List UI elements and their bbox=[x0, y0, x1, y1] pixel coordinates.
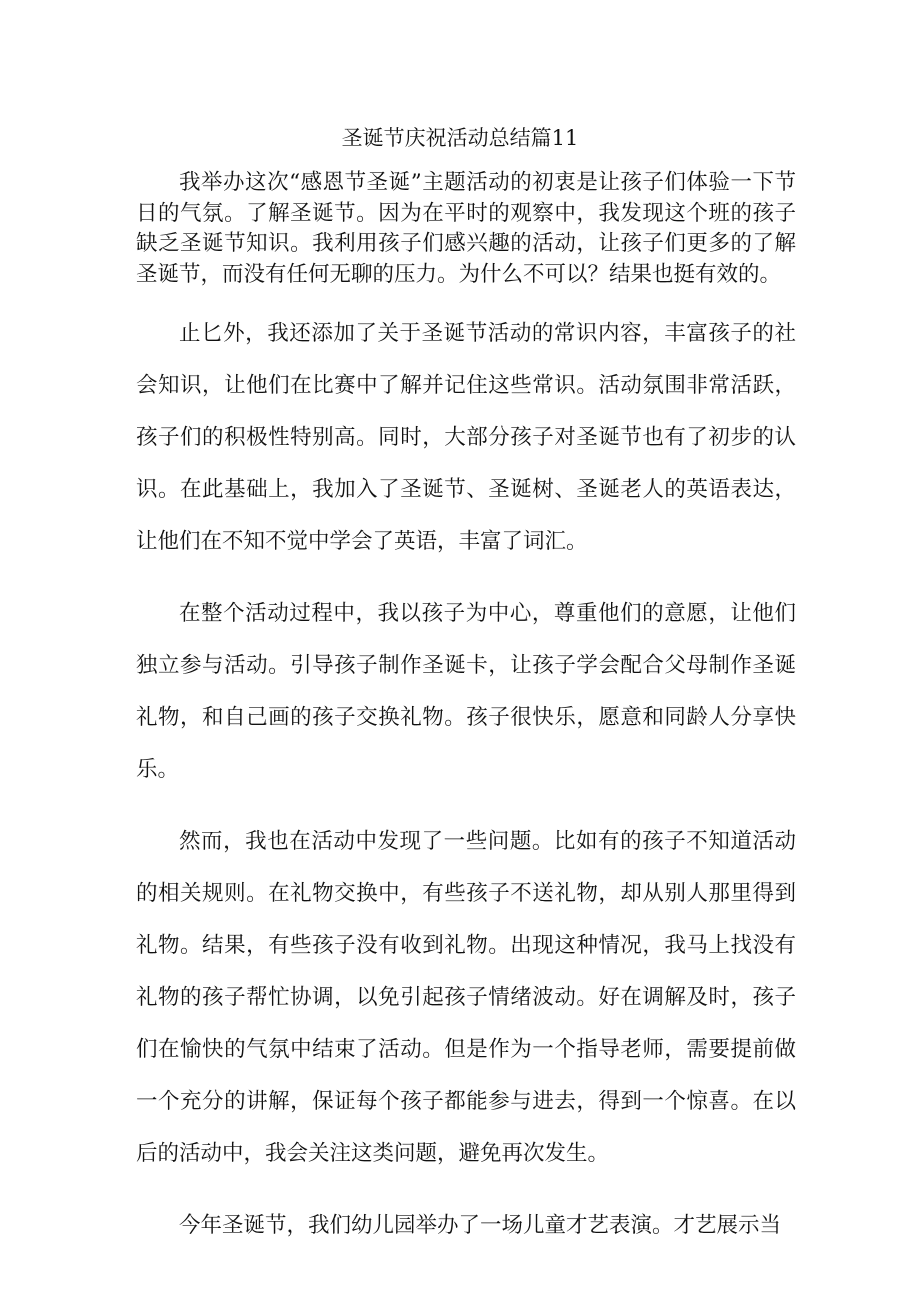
document-body bbox=[136, 168, 796, 1252]
paragraph-5: 今年圣诞节，我们幼儿园举办了一场儿童才艺表演。才艺展示当 bbox=[179, 1212, 782, 1238]
paragraph-2: 止匕外，我还添加了关于圣诞节活动的常识内容，丰富孩子的社会知识，让他们在比赛中了解并记住这些常识。活动氛围非常活跃，孩子们的积极性特别高。同时，大部分孩子对圣诞节也有了初步的认识。在此基础上，我加入了圣诞节、圣诞树、圣诞老人的英语表达，让他们在不知不觉中学会了英语，丰富了词汇。 bbox=[136, 320, 796, 554]
paragraph-spacer bbox=[136, 1180, 796, 1200]
paragraph-spacer bbox=[136, 291, 796, 308]
paragraph-4: 然而，我也在活动中发现了一些问题。比如有的孩子不知道活动的相关规则。在礼物交换中，有些孩子不送礼物，却从别人那里得到礼物。结果，有些孩子没有收到礼物。出现这种情况，我马上找没有礼物的孩子帮忙协调，以免引起孩子情绪波动。好在调解及时，孩子们在愉快的气氛中结束了活动。但是作为一个指导老师，需要提前做一个充分的讲解，保证每个孩子都能参与进去，得到一个惊喜。在以后的活动中，我会关注这类问题，避免再次发生。 bbox=[136, 828, 796, 1166]
paragraph-spacer bbox=[136, 568, 796, 588]
paragraph-1: 我举办这次“感恩节圣诞”主题活动的初衷是让孩子们体验一下节日的气氛。了解圣诞节。因为在平时的观察中，我发现这个班的孩子缺乏圣诞节知识。我利用孩子们感兴趣的活动，让孩子们更多的了解圣诞节，而没有任何无聊的压力。为什么不可以？结果也挺有效的。 bbox=[136, 170, 796, 288]
document-title: 圣诞节庆祝活动总结篇11 bbox=[341, 126, 579, 150]
paragraph-3: 在整个活动过程中，我以孩子为中心，尊重他们的意愿，让他们独立参与活动。引导孩子制作圣诞卡，让孩子学会配合父母制作圣诞礼物，和自己画的孩子交换礼物。孩子很快乐，愿意和同龄人分享快乐。 bbox=[136, 600, 796, 782]
paragraph-spacer bbox=[136, 796, 796, 816]
